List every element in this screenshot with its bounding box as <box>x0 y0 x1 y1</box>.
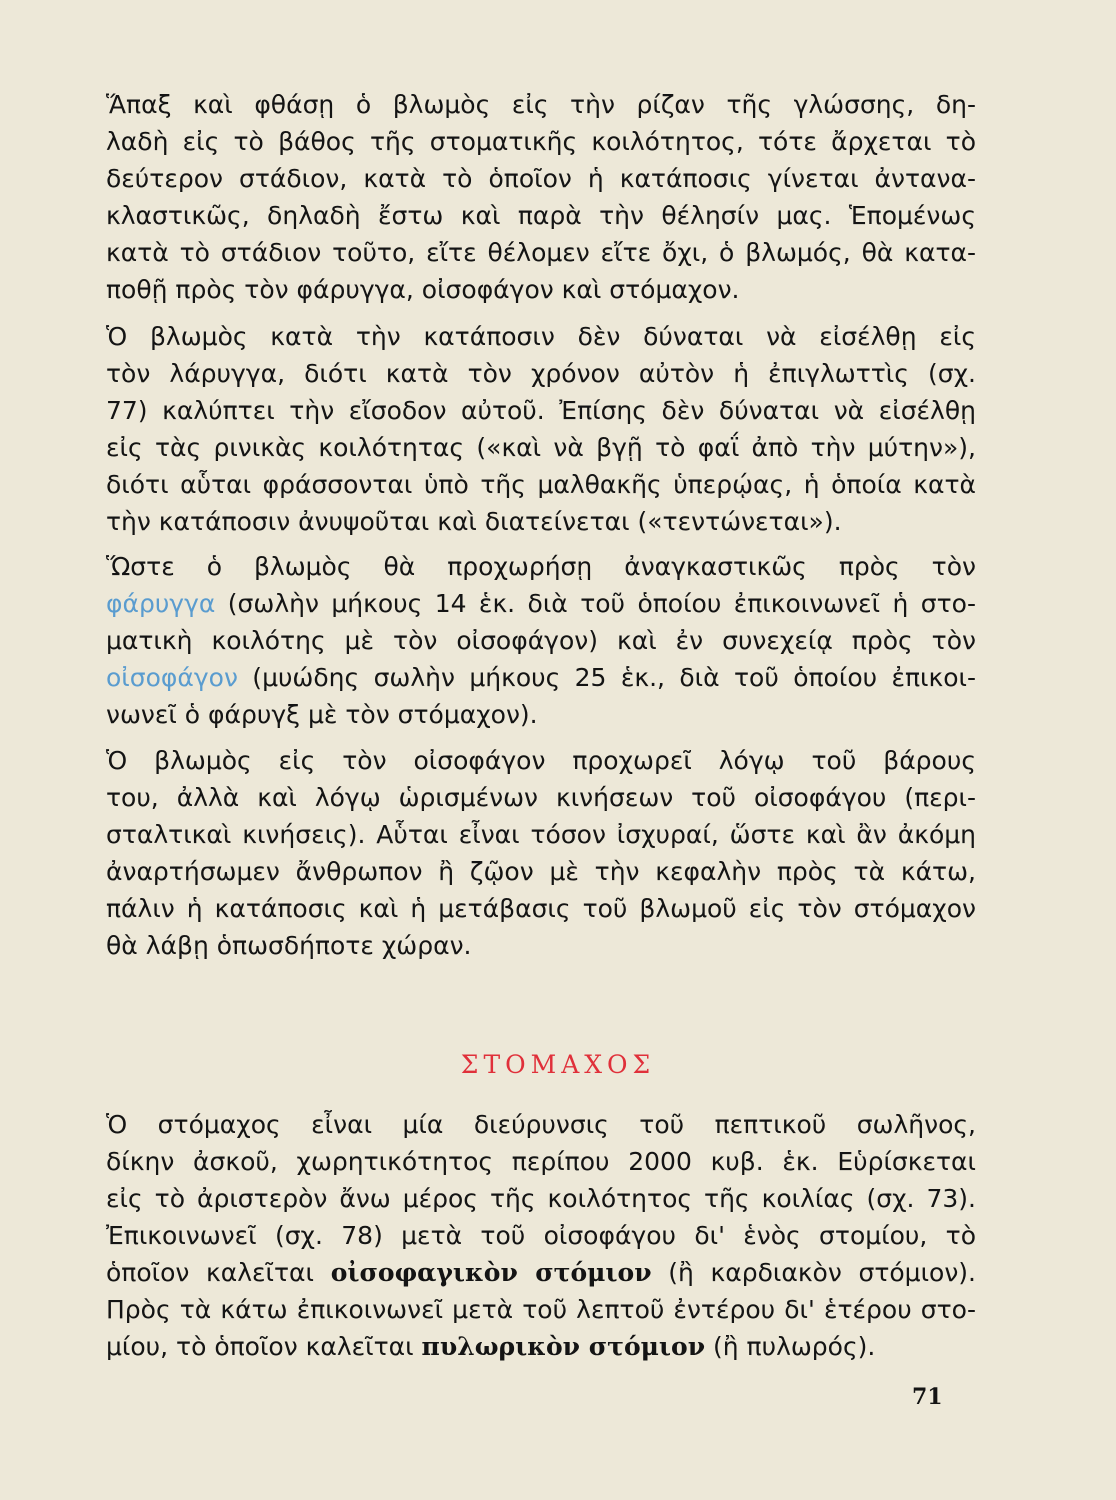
paragraph-3 <box>106 548 976 733</box>
text-line: Ὁ βλωμὸς κατὰ τὴν κατάποσιν δὲν δύναται νὰ εἰσέλθῃ εἰς <box>106 322 976 351</box>
text-line: θὰ λάβῃ ὁπωσδήποτε χώραν. <box>106 931 472 960</box>
text-line: ἀναρτήσωμεν ἄνθρωπον ἢ ζῷον μὲ τὴν κεφαλὴν πρὸς τὰ κάτω, <box>106 857 976 886</box>
paragraph-stomach <box>106 1106 976 1365</box>
text-line: Πρὸς τὰ κάτω ἐπικοινωνεῖ μετὰ τοῦ λεπτοῦ ἐντέρου δι' ἑτέρου στο- <box>106 1295 976 1324</box>
text-line: σταλτικαὶ κινήσεις). Αὗται εἶναι τόσον ἰσχυραί, ὥστε καὶ ἂν ἀκόμη <box>106 820 976 849</box>
text-line: ποθῇ πρὸς τὸν φάρυγγα, οἰσοφάγον καὶ στόμαχον. <box>106 275 740 304</box>
highlighted-term-esophagus: οἰσοφάγον <box>106 663 238 692</box>
text-line: ὁποῖον καλεῖται οἰσοφαγικὸν στόμιον (ἢ καρδιακὸν στόμιον). <box>106 1258 976 1287</box>
bold-term: πυλωρικὸν στόμιον <box>421 1332 706 1361</box>
text-line: νωνεῖ ὁ φάρυγξ μὲ τὸν στόμαχον). <box>106 700 538 729</box>
page-number: 71 <box>912 1384 943 1410</box>
text-line: ματικὴ κοιλότης μὲ τὸν οἰσοφάγον) καὶ ἐν συνεχείᾳ πρὸς τὸν <box>106 626 976 655</box>
text-line: εἰς τὰς ρινικὰς κοιλότητας («καὶ νὰ βγῇ τὸ φαΐ ἀπὸ τὴν μύτην»), <box>106 433 976 462</box>
paragraph-1 <box>106 86 976 308</box>
text-line: κλαστικῶς, δηλαδὴ ἔστω καὶ παρὰ τὴν θέλησίν μας. Ἑπομένως <box>106 201 976 230</box>
text-line: πάλιν ἡ κατάποσις καὶ ἡ μετάβασις τοῦ βλωμοῦ εἰς τὸν στόμαχον <box>106 894 976 923</box>
text-line: μίου, τὸ ὁποῖον καλεῖται πυλωρικὸν στόμιον (ἢ πυλωρός). <box>106 1332 876 1361</box>
text-line: Ἐπικοινωνεῖ (σχ. 78) μετὰ τοῦ οἰσοφάγου δι' ἑνὸς στομίου, τὸ <box>106 1221 976 1250</box>
text-line: διότι αὗται φράσσονται ὑπὸ τῆς μαλθακῆς ὑπερῴας, ἡ ὁποία κατὰ <box>106 470 976 499</box>
text-line: τὴν κατάποσιν ἀνυψοῦται καὶ διατείνεται («τεντώνεται»). <box>106 507 842 536</box>
text-line: δίκην ἀσκοῦ, χωρητικότητος περίπου 2000 κυβ. ἑκ. Εὑρίσκεται <box>106 1147 976 1176</box>
text-line: Ὥστε ὁ βλωμὸς θὰ προχωρήσῃ ἀναγκαστικῶς πρὸς τὸν <box>106 552 976 581</box>
text-line: φάρυγγα (σωλὴν μήκους 14 ἑκ. διὰ τοῦ ὁποίου ἐπικοινωνεῖ ἡ στο- <box>106 589 976 618</box>
text-line: τὸν λάρυγγα, διότι κατὰ τὸν χρόνον αὐτὸν ἡ ἐπιγλωττὶς (σχ. <box>106 359 976 388</box>
text-line: 77) καλύπτει τὴν εἴσοδον αὐτοῦ. Ἐπίσης δὲν δύναται νὰ εἰσέλθῃ <box>106 396 976 425</box>
text-line: δεύτερον στάδιον, κατὰ τὸ ὁποῖον ἡ κατάποσις γίνεται ἀντανα- <box>106 164 976 193</box>
text-line: Ὁ βλωμὸς εἰς τὸν οἰσοφάγον προχωρεῖ λόγῳ τοῦ βάρους <box>106 746 976 775</box>
text-line: εἰς τὸ ἀριστερὸν ἄνω μέρος τῆς κοιλότητος τῆς κοιλίας (σχ. 73). <box>106 1184 976 1213</box>
text-line: Ὁ στόμαχος εἶναι μία διεύρυνσις τοῦ πεπτικοῦ σωλῆνος, <box>106 1110 976 1139</box>
paragraph-2 <box>106 318 976 540</box>
text-line: Ἅπαξ καὶ φθάσῃ ὁ βλωμὸς εἰς τὴν ρίζαν τῆς γλώσσης, δη- <box>106 90 976 119</box>
highlighted-term-pharynx: φάρυγγα <box>106 589 216 618</box>
text-line: του, ἀλλὰ καὶ λόγῳ ὡρισμένων κινήσεων τοῦ οἰσοφάγου (περι- <box>106 783 976 812</box>
text-line: οἰσοφάγον (μυώδης σωλὴν μήκους 25 ἑκ., διὰ τοῦ ὁποίου ἐπικοι- <box>106 663 976 692</box>
text-line: κατὰ τὸ στάδιον τοῦτο, εἴτε θέλομεν εἴτε ὄχι, ὁ βλωμός, θὰ κατα- <box>106 238 976 267</box>
section-heading: ΣΤΟΜΑΧΟΣ <box>460 1050 656 1079</box>
paragraph-4 <box>106 742 976 964</box>
text-line: λαδὴ εἰς τὸ βάθος τῆς στοματικῆς κοιλότητος, τότε ἄρχεται τὸ <box>106 127 976 156</box>
bold-term: οἰσοφαγικὸν στόμιον <box>330 1258 652 1287</box>
